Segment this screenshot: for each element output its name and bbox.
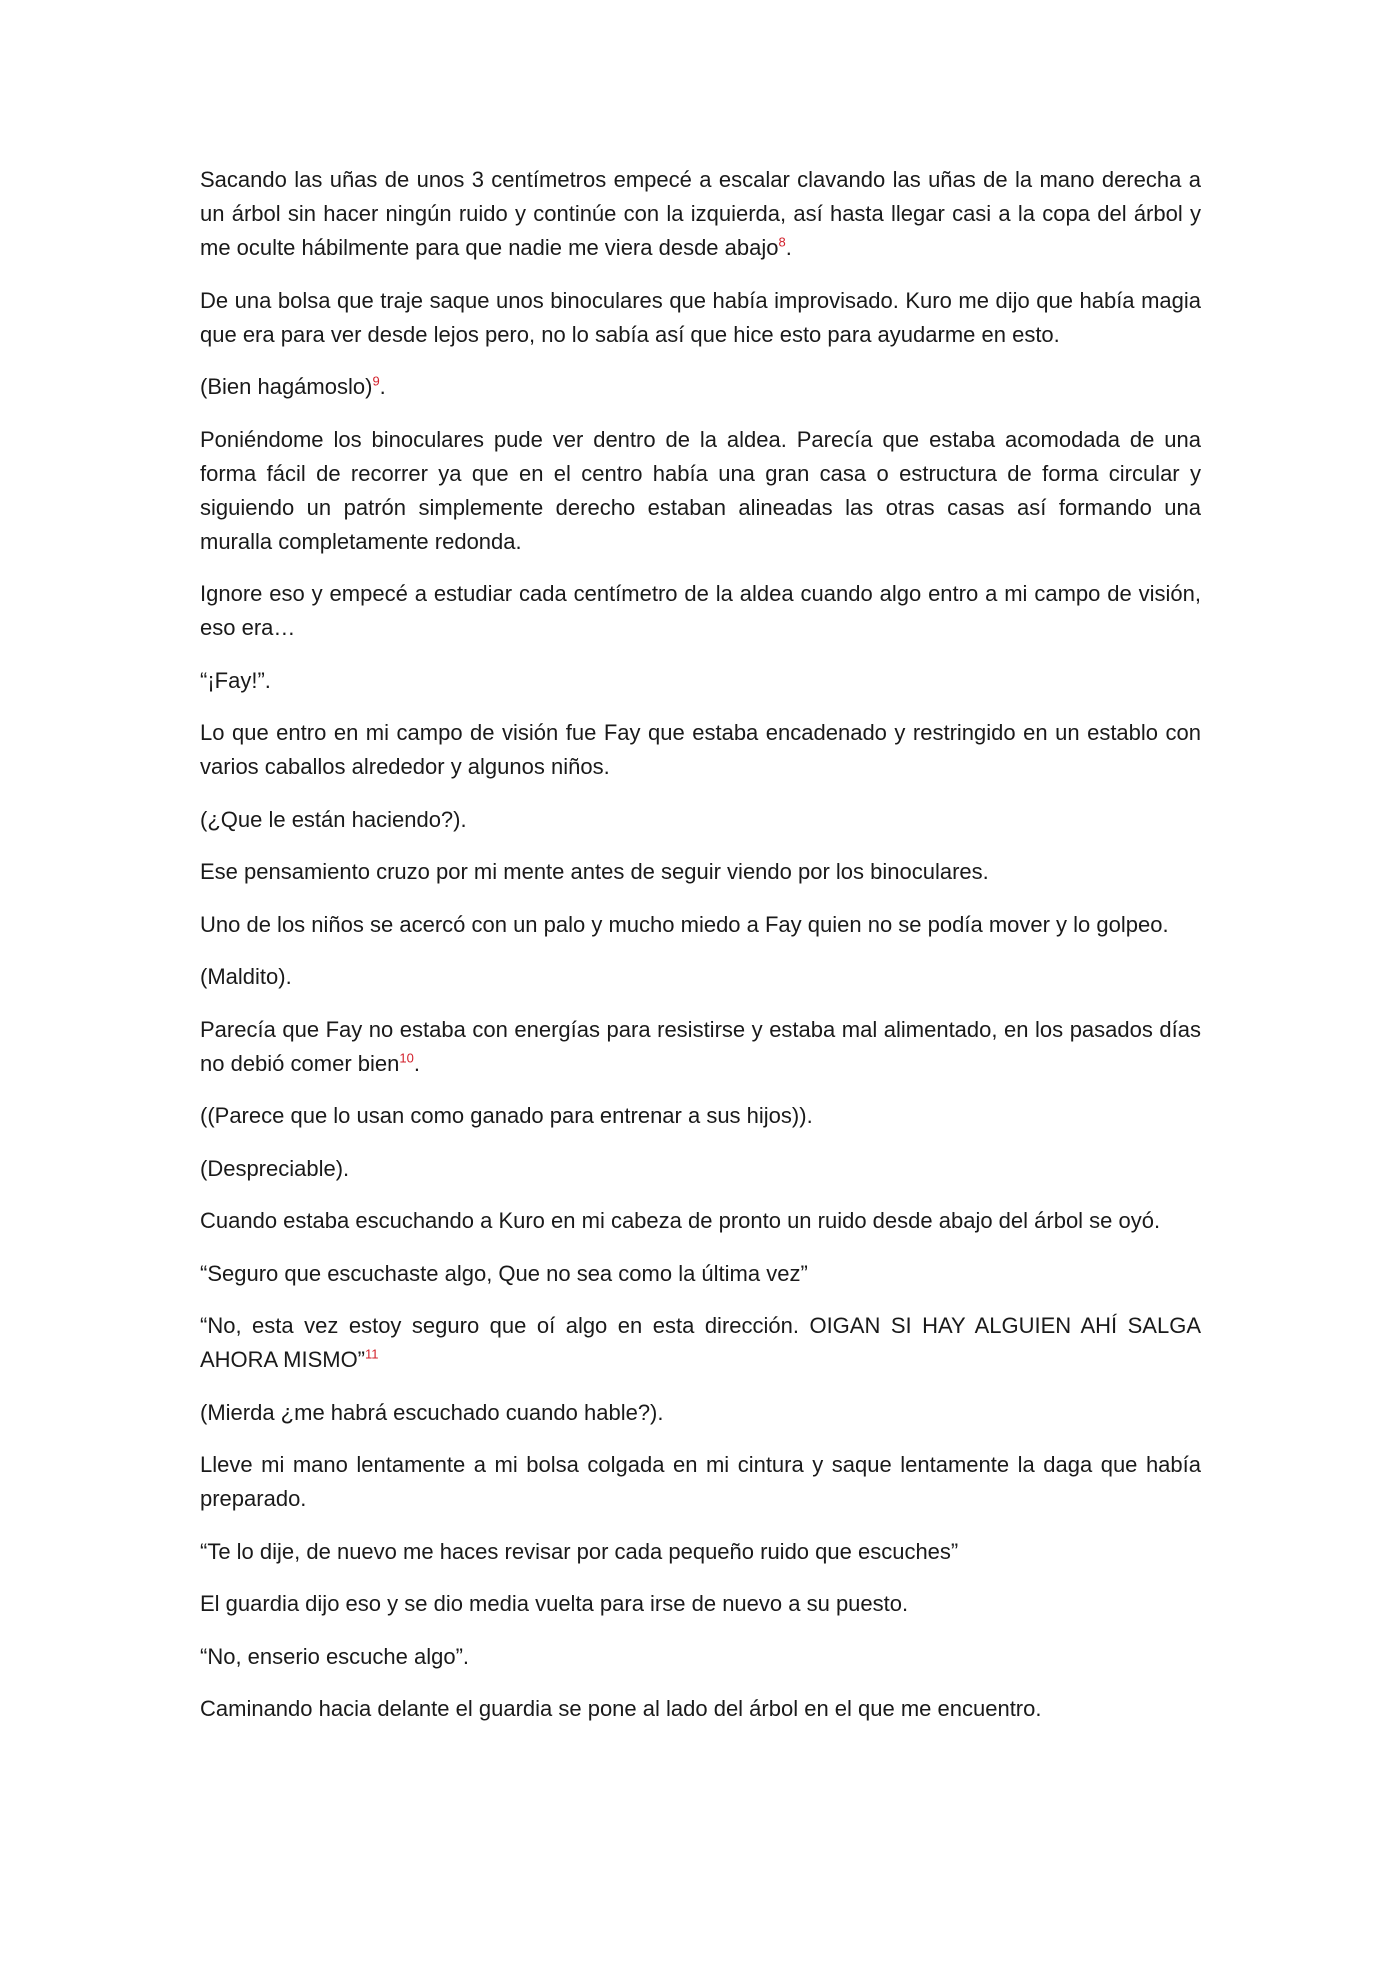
paragraph [200,1257,1201,1291]
paragraph-text: Uno de los niños se acercó con un palo y mucho miedo a Fay quien no se podía mover y lo golpeo. [200,911,1169,937]
paragraph-text: Lleve mi mano lentamente a mi bolsa colgada en mi cintura y saque lentamente la daga que había preparado. [200,1452,1201,1511]
paragraph-text: Sacando las uñas de unos 3 centímetros empecé a escalar clavando las uñas de la mano derecha a un árbol sin hacer ningún ruido y continúe con la izquierda, así hasta llegar casi a la copa del árbol y me oculte hábilmente para que nadie me viera desde abajo [200,167,1201,260]
paragraph-text: “No, enserio escuche algo”. [200,1643,470,1669]
paragraph [200,716,1201,784]
paragraph-text: (Bien hagámoslo) [200,374,373,399]
paragraph [200,803,1201,837]
paragraph [200,1099,1201,1133]
paragraph [200,1309,1201,1377]
paragraph-text: (Mierda ¿me habrá escuchado cuando hable?). [200,1399,664,1425]
paragraph-tail: . [785,235,792,260]
paragraph-text: El guardia dijo eso y se dio media vuelta para irse de nuevo a su puesto. [200,1591,909,1616]
paragraph-text: Cuando estaba escuchando a Kuro en mi cabeza de pronto un ruido desde abajo del árbol se oyó. [200,1208,1161,1233]
paragraph-text: Lo que entro en mi campo de visión fue Fay que estaba encadenado y restringido en un establo con varios caballos alrededor y algunos niños. [200,720,1201,779]
paragraph-text: De una bolsa que traje saque unos binoculares que había improvisado. Kuro me dijo que había magia que era para ver desde lejos pero, no lo sabía así que hice esto para ayudarme en esto. [200,287,1201,347]
paragraph-text: “Seguro que escuchaste algo, Que no sea como la última vez” [200,1260,808,1286]
paragraph [200,577,1201,645]
paragraph-tail: . [413,1050,420,1076]
paragraph-text: “No, esta vez estoy seguro que oí algo en esta dirección. OIGAN SI HAY ALGUIEN AHÍ SALGA AHORA MISMO” [200,1313,1201,1372]
paragraph [200,960,1201,994]
paragraph [200,163,1201,265]
paragraph-text: Parecía que Fay no estaba con energías para resistirse y estaba mal alimentado, en los pasados días no debió comer bien [200,1016,1201,1076]
paragraph [200,1448,1201,1516]
paragraph [200,284,1201,352]
paragraph-text: (¿Que le están haciendo?). [200,806,467,832]
paragraph-tail: . [379,374,386,399]
footnote-marker[interactable]: 8 [778,234,786,250]
paragraph [200,1535,1201,1569]
paragraph-text: Caminando hacia delante el guardia se pone al lado del árbol en el que me encuentro. [200,1696,1042,1721]
paragraph [200,908,1201,942]
footnote-marker[interactable]: 11 [365,1346,379,1362]
paragraph [200,1396,1201,1430]
paragraph [200,855,1201,889]
paragraph-text: “Te lo dije, de nuevo me haces revisar por cada pequeño ruido que escuches” [200,1538,959,1564]
paragraph [200,1640,1201,1674]
paragraph-text: ((Parece que lo usan como ganado para entrenar a sus hijos)). [200,1103,813,1128]
paragraph [200,423,1201,559]
paragraph [200,1692,1201,1726]
footnote-marker[interactable]: 9 [372,373,380,389]
paragraph [200,1204,1201,1238]
paragraph [200,664,1201,698]
footnote-marker[interactable]: 10 [399,1050,414,1066]
paragraph [200,1587,1201,1621]
paragraph-text: “¡Fay!”. [200,667,271,693]
paragraph-text: (Despreciable). [200,1155,350,1181]
paragraph-text: Poniéndome los binoculares pude ver dentro de la aldea. Parecía que estaba acomodada de una forma fácil de recorrer ya que en el centro había una gran casa o estructura de forma circular y siguiendo un patrón simplemente derecho estaban alineadas las otras casas así formando una muralla completamente redonda. [200,426,1201,554]
paragraph-text: (Maldito). [200,964,292,989]
document-page [200,163,1201,1745]
paragraph [200,1152,1201,1186]
paragraph [200,1013,1201,1081]
paragraph-text: Ese pensamiento cruzo por mi mente antes de seguir viendo por los binoculares. [200,859,989,884]
paragraph [200,370,1201,404]
paragraph-text: Ignore eso y empecé a estudiar cada centímetro de la aldea cuando algo entro a mi campo de visión, eso era… [200,581,1201,640]
